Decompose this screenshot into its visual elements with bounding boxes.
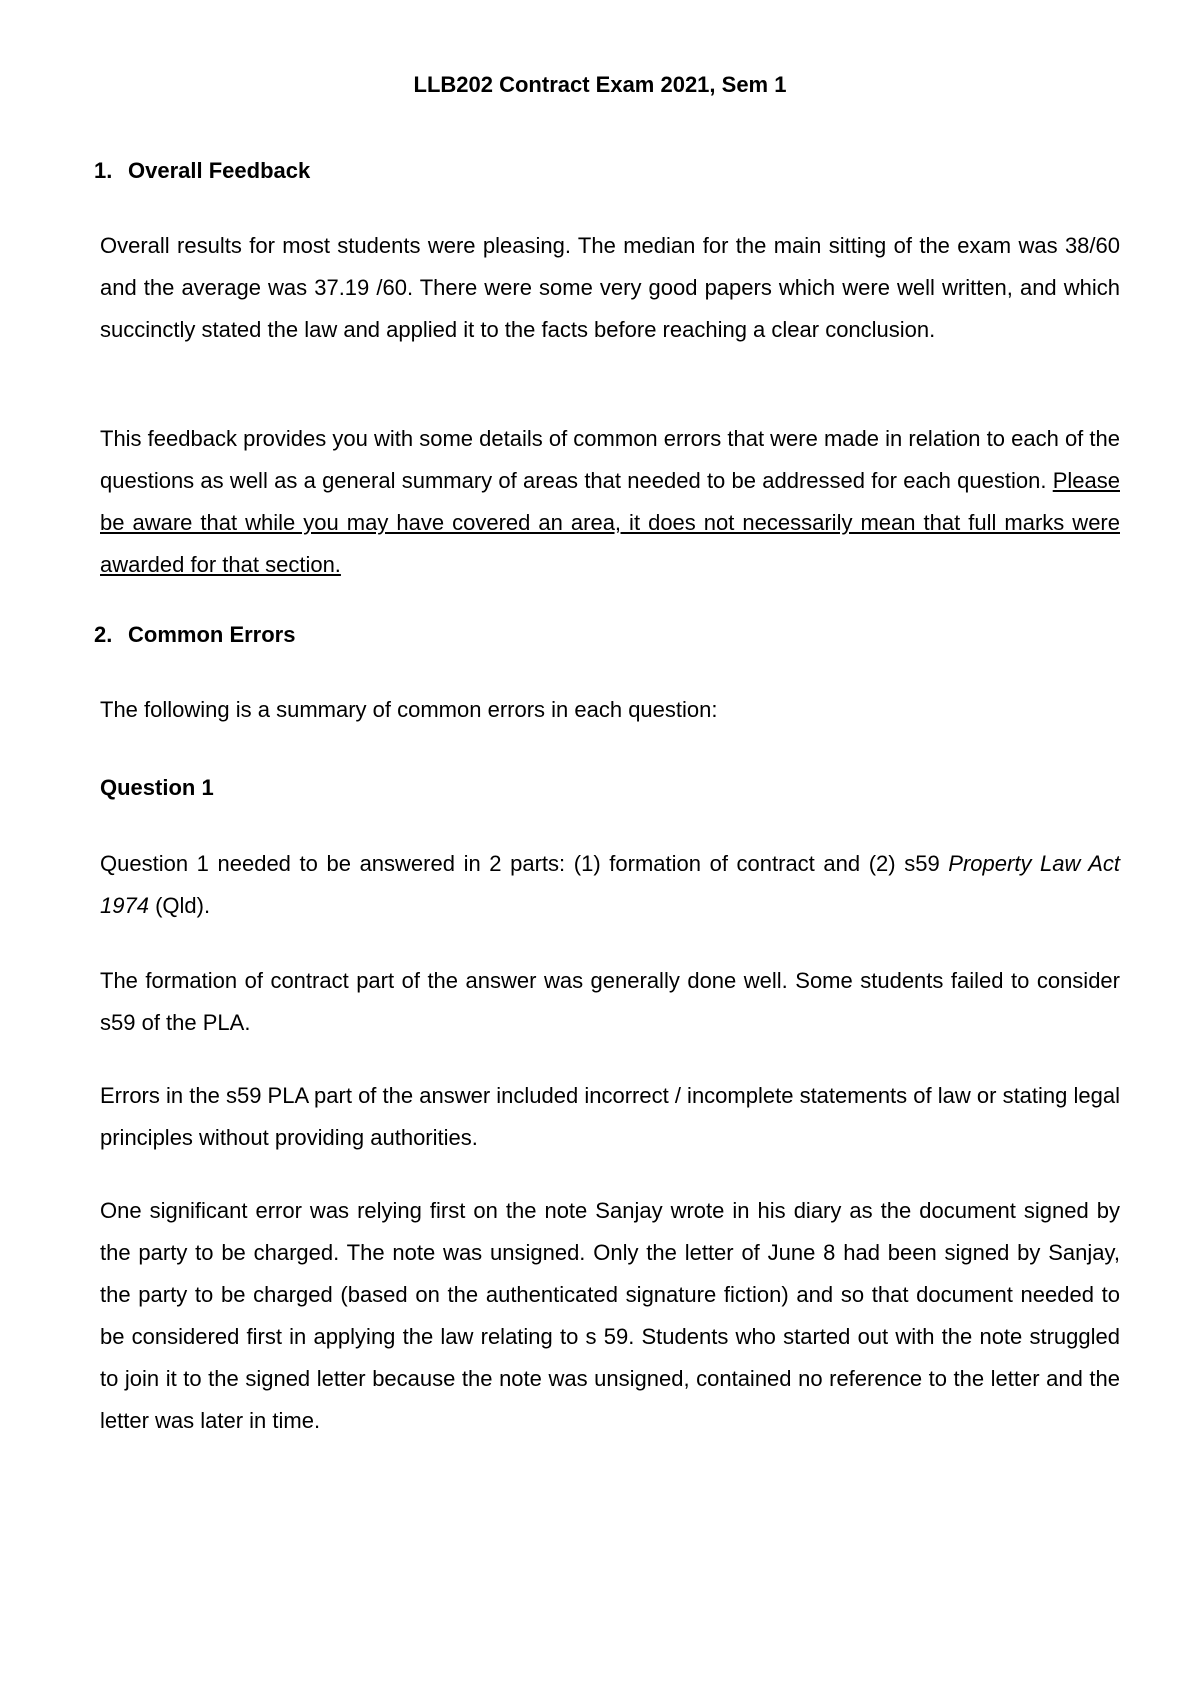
section-title: Common Errors xyxy=(128,622,296,647)
overall-results-paragraph: Overall results for most students were pleasing. The median for the main sitting of the exam was 38/60 and the average was 37.19 /60. There were some very good papers which were well written, and which succinctly stated the law and applied it to the facts before reaching a clear conclusion. xyxy=(100,233,1120,342)
question-1-heading: Question 1 xyxy=(100,775,214,800)
section-heading-common-errors xyxy=(94,620,295,650)
common-errors-intro: The following is a summary of common errors in each question: xyxy=(100,697,718,722)
section-heading-overall-feedback xyxy=(94,156,310,186)
document-title: LLB202 Contract Exam 2021, Sem 1 xyxy=(413,72,787,97)
section-number: 1. xyxy=(94,158,113,183)
question-1-parts-paragraph xyxy=(100,843,1120,927)
act-name: Property Law Act 1974 xyxy=(100,851,1120,918)
feedback-info-text: This feedback provides you with some details of common errors that were made in relation to each of the questions as well as a general summary of areas that needed to be addressed for each question. xyxy=(100,426,1120,493)
section-number: 2. xyxy=(94,622,113,647)
formation-paragraph: The formation of contract part of the answer was generally done well. Some students failed to consider s59 of the PLA. xyxy=(100,968,1120,1035)
section-title: Overall Feedback xyxy=(128,158,311,183)
feedback-info-paragraph xyxy=(100,418,1120,586)
s59-errors-paragraph: Errors in the s59 PLA part of the answer included incorrect / incomplete statements of law or stating legal principles without providing authorities. xyxy=(100,1083,1120,1150)
significant-error-paragraph: One significant error was relying first on the note Sanjay wrote in his diary as the document signed by the party to be charged. The note was unsigned. Only the letter of June 8 had been signed by Sanjay, the party to be charged (based on the authenticated signature fiction) and so that document needed to be considered first in applying the law relating to s 59. Students who started out with the note struggled to join it to the signed letter because the note was unsigned, contained no reference to the letter and the letter was later in time. xyxy=(100,1198,1120,1433)
marks-disclaimer-text: Please be aware that while you may have covered an area, it does not necessarily mean that full marks were awarded for that section. xyxy=(100,468,1120,577)
question-1-parts-suffix: (Qld). xyxy=(148,893,211,918)
question-1-parts-text: Question 1 needed to be answered in 2 parts: (1) formation of contract and (2) s59 xyxy=(100,851,949,876)
